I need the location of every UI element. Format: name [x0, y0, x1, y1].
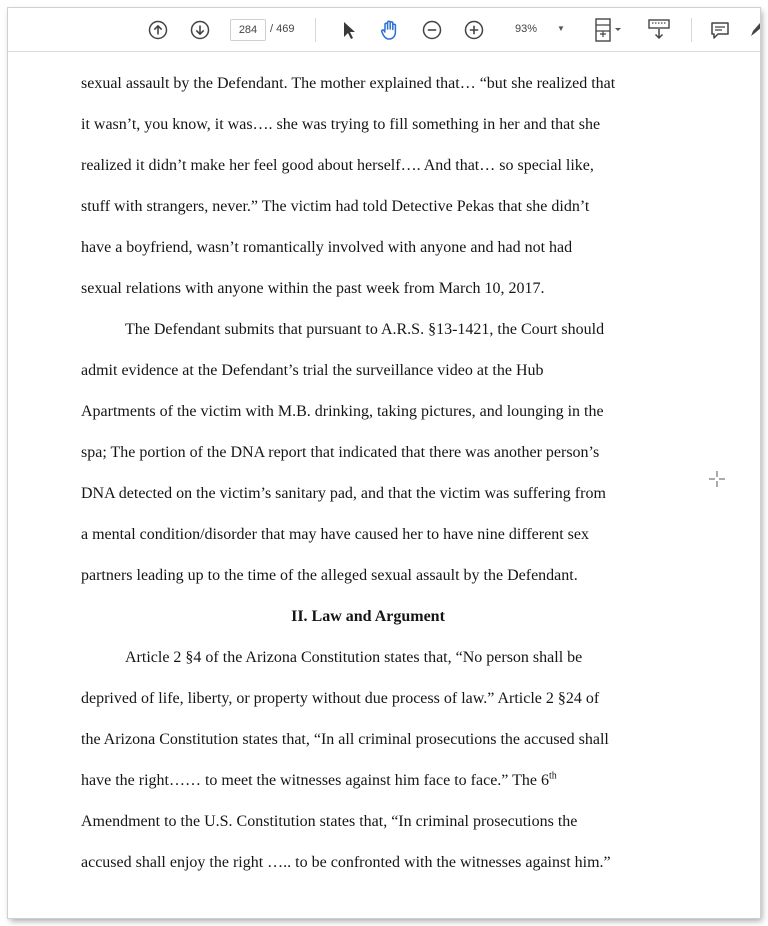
- text-line-content: have the right…… to meet the witnesses against him face to face.” The 6: [81, 772, 549, 789]
- pen-icon[interactable]: [746, 8, 760, 51]
- page-fit-icon[interactable]: [591, 8, 627, 51]
- text-line: it wasn’t, you know, it was…. she was trying to fill something in her and that she: [81, 116, 601, 133]
- text-line: admit evidence at the Defendant’s trial the surveillance video at the Hub: [81, 362, 544, 379]
- toolbar-divider: [315, 18, 316, 42]
- page-separator: /: [270, 23, 274, 35]
- toolbar-divider: [691, 18, 692, 42]
- ordinal-suffix: th: [549, 770, 557, 782]
- pdf-viewer-window: [8, 8, 760, 918]
- chevron-down-icon: ▼: [557, 24, 565, 33]
- text-line: realized it didn’t make her feel good about herself…. And that… so special like,: [81, 157, 594, 174]
- text-line: partners leading up to the time of the alleged sexual assault by the Defendant.: [81, 567, 578, 584]
- arrow-down-circle-icon[interactable]: [188, 8, 212, 51]
- text-line: have a boyfriend, wasn’t romantically involved with anyone and had not had: [81, 239, 573, 256]
- text-line: spa; The portion of the DNA report that indicated that there was another person’s: [81, 444, 600, 461]
- total-pages: 469: [276, 23, 295, 35]
- document-page: [8, 52, 760, 918]
- select-arrow-icon[interactable]: [338, 8, 360, 51]
- text-line: sexual assault by the Defendant. The mother explained that… “but she realized that: [81, 75, 616, 92]
- text-line: stuff with strangers, never.” The victim had told Detective Pekas that she didn’t: [81, 198, 590, 215]
- zoom-select[interactable]: [503, 19, 577, 39]
- hand-icon[interactable]: [378, 8, 402, 51]
- zoom-value: 93%: [515, 23, 538, 35]
- scroll-mode-icon[interactable]: [644, 8, 674, 51]
- page-number-input[interactable]: 284: [230, 19, 266, 41]
- text-line: Article 2 §4 of the Arizona Constitution states that, “No person shall be: [125, 649, 583, 666]
- crosshair-cursor-icon: [708, 470, 726, 493]
- text-line: The Defendant submits that pursuant to A.R.S. §13-1421, the Court should: [125, 321, 605, 338]
- text-line: Apartments of the victim with M.B. drinking, taking pictures, and lounging in the: [81, 403, 604, 420]
- comment-icon[interactable]: [708, 8, 732, 51]
- zoom-in-icon[interactable]: [463, 8, 485, 51]
- zoom-out-icon[interactable]: [421, 8, 443, 51]
- text-line: the Arizona Constitution states that, “In all criminal prosecutions the accused shall: [81, 731, 609, 748]
- text-line: accused shall enjoy the right ….. to be confronted with the witnesses against him.”: [81, 854, 611, 871]
- toolbar: [8, 8, 760, 52]
- page-count: [270, 19, 294, 39]
- text-line: sexual relations with anyone within the past week from March 10, 2017.: [81, 280, 545, 297]
- section-heading: II. Law and Argument: [291, 608, 445, 625]
- text-line: DNA detected on the victim’s sanitary pad, and that the victim was suffering from: [81, 485, 606, 502]
- arrow-up-circle-icon[interactable]: [146, 8, 170, 51]
- text-line: deprived of life, liberty, or property without due process of law.” Article 2 §24 of: [81, 690, 600, 707]
- text-line: Amendment to the U.S. Constitution states that, “In criminal prosecutions the: [81, 813, 578, 830]
- text-line: a mental condition/disorder that may have caused her to have nine different sex: [81, 526, 589, 543]
- text-line: [81, 771, 557, 791]
